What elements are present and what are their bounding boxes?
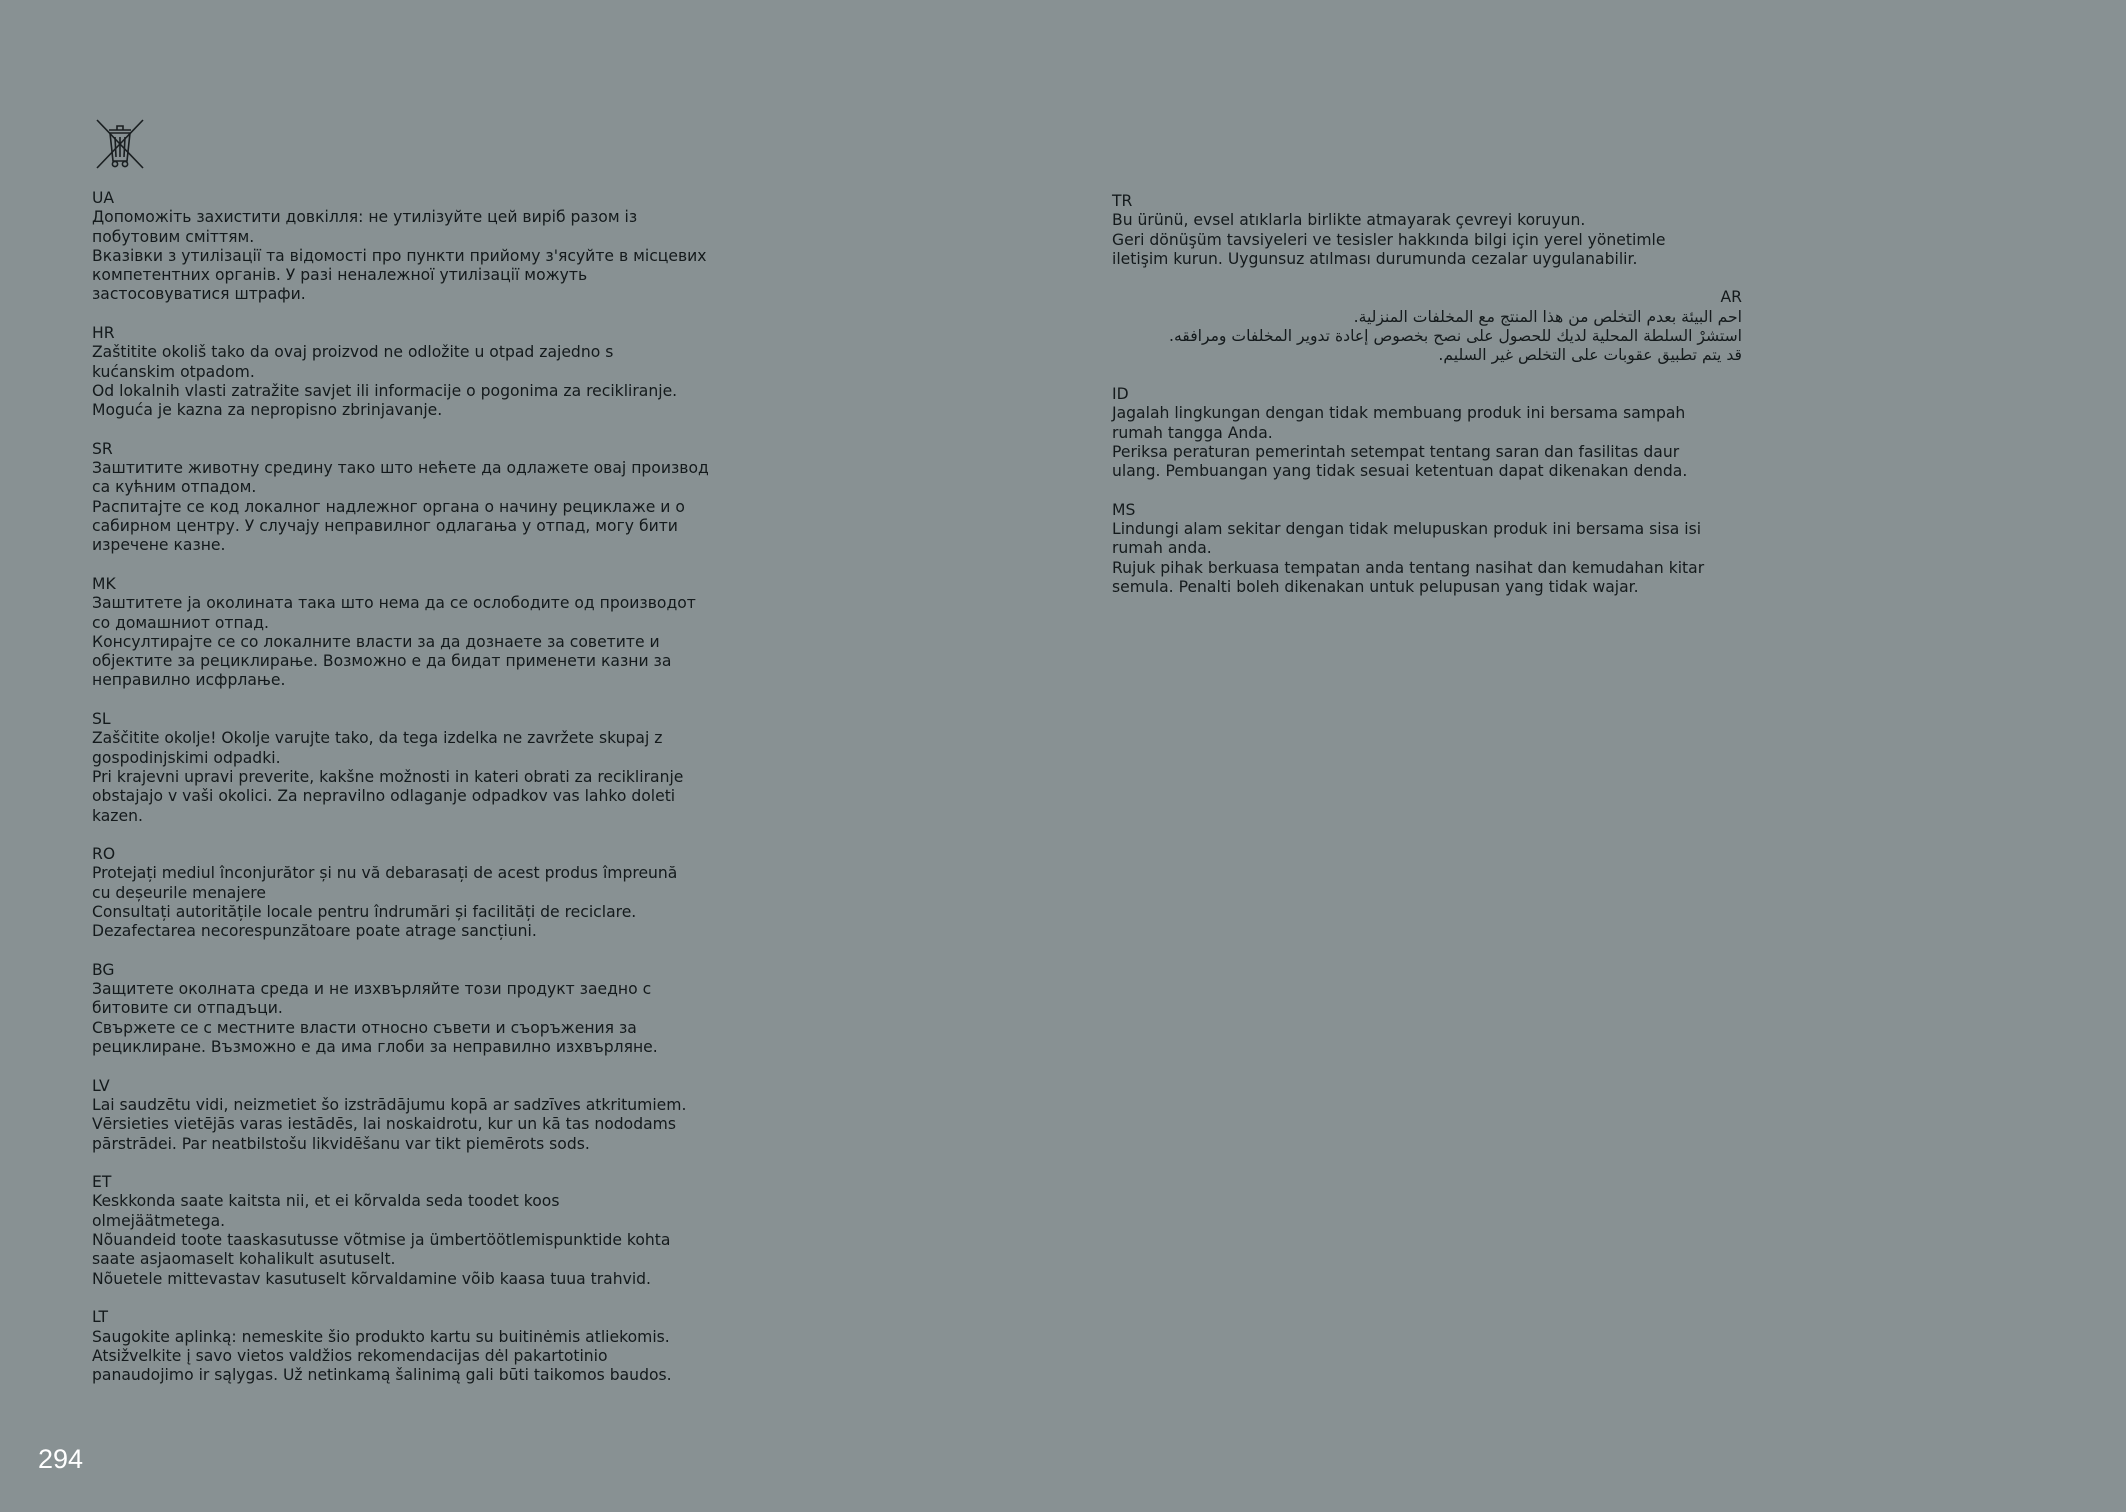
language-section-sl [92, 710, 732, 826]
disposal-text-line: Nõuandeid toote taaskasutusse võtmise ja ümbertöötlemispunktide kohta [92, 1231, 671, 1250]
disposal-text-line: قد يتم تطبيق عقوبات على التخلص غير السليم. [1438, 346, 1742, 365]
language-code: SR [92, 439, 113, 458]
language-section-lv [92, 1077, 732, 1154]
disposal-text-line: са кућним отпадом. [92, 478, 257, 497]
language-code: TR [1112, 192, 1133, 210]
disposal-text-line: saate asjaomaselt kohalikult asutuselt. [92, 1250, 396, 1269]
language-code: ET [92, 1173, 112, 1192]
disposal-text-line: Geri dönüşüm tavsiyeleri ve tesisler hakkında bilgi için yerel yönetimle [1112, 230, 1666, 249]
disposal-text-line: сабирном центру. У случају неправилног одлагања у отпад, могу бити [92, 517, 678, 536]
disposal-text-line: Свържете се с местните власти относно съвети и съоръжения за [92, 1018, 637, 1037]
disposal-text-line: olmejäätmetega. [92, 1211, 226, 1230]
language-section-id [1112, 385, 1742, 481]
disposal-text-line: компетентних органів. У разі неналежної утилізації можуть [92, 266, 588, 285]
disposal-text-line: рециклиране. Възможно е да има глоби за неправилно изхвърляне. [92, 1038, 658, 1057]
disposal-text-line: Заштитите животну средину тако што нећете да одлажете овај производ [92, 459, 709, 478]
disposal-text-line: rumah anda. [1112, 539, 1212, 558]
disposal-text-line: изречене казне. [92, 536, 226, 555]
language-code: UA [92, 189, 115, 207]
disposal-text-line: iletişim kurun. Uygunsuz atılması durumunda cezalar uygulanabilir. [1112, 249, 1638, 268]
disposal-text-line: Zaštitite okoliš tako da ovaj proizvod ne odložite u otpad zajedno s [92, 343, 614, 362]
disposal-text-line: Vērsieties vietējās varas iestādēs, lai noskaidrotu, kur un kā tas nododams [92, 1115, 676, 1134]
disposal-text-line: Nõuetele mittevastav kasutuselt kõrvaldamine võib kaasa tuua trahvid. [92, 1269, 652, 1288]
language-section-et [92, 1173, 732, 1289]
disposal-text-line: Jagalah lingkungan dengan tidak membuang produk ini bersama sampah [1112, 404, 1686, 423]
language-section-tr [1112, 192, 1742, 269]
language-code: HR [92, 324, 115, 343]
disposal-text-line: Pri krajevni upravi preverite, kakšne možnosti in kateri obrati za recikliranje [92, 767, 684, 786]
disposal-text-line: استشرْ السلطة المحلية لديك للحصول على نصح بخصوص إعادة تدوير المخلفات ومرافقه. [1168, 327, 1742, 346]
disposal-text-line: Lindungi alam sekitar dengan tidak melupuskan produk ini bersama sisa isi [1112, 520, 1702, 539]
disposal-text-line: ulang. Pembuangan yang tidak sesuai ketentuan dapat dikenakan denda. [1112, 462, 1688, 481]
disposal-text-line: битовите си отпадъци. [92, 999, 283, 1018]
disposal-text-line: Вказівки з утилізації та відомості про пункти прийому з'ясуйте в місцевих [92, 246, 707, 265]
disposal-text-line: побутовим сміттям. [92, 227, 255, 246]
disposal-text-line: kućanskim otpadom. [92, 362, 255, 381]
disposal-text-line: Keskkonda saate kaitsta nii, et ei kõrvalda seda toodet koos [92, 1192, 560, 1211]
language-code: LV [92, 1076, 110, 1095]
disposal-text-line: Защитете околната среда и не изхвърляйте този продукт заедно с [92, 980, 652, 999]
crossed-out-wheelie-bin-icon [95, 118, 147, 172]
language-code: MS [1112, 500, 1136, 519]
disposal-text-line: Moguća je kazna za nepropisno zbrinjavanje. [92, 401, 443, 420]
language-section-bg [92, 961, 732, 1057]
disposal-text-line: Lai saudzētu vidi, neizmetiet šo izstrādājumu kopā ar sadzīves atkritumiem. [92, 1095, 687, 1114]
language-section-hr [92, 324, 732, 420]
disposal-text-line: Допоможіть захистити довкілля: не утилізуйте цей виріб разом із [92, 208, 638, 227]
language-section-ms [1112, 501, 1742, 597]
page-number: 294 [38, 1444, 84, 1474]
disposal-text-line: Распитајте се код локалног надлежног органа о начину рециклаже и о [92, 497, 685, 516]
language-section-ro [92, 845, 732, 941]
disposal-text-line: Zaščitite okolje! Okolje varujte tako, da tega izdelka ne zavržete skupaj z [92, 729, 663, 748]
language-section-lt [92, 1308, 732, 1385]
disposal-text-line: kazen. [92, 806, 143, 825]
disposal-text-line: احم البيئة بعدم التخلص من هذا المنتج مع المخلفات المنزلية. [1353, 307, 1742, 326]
language-code: SL [92, 710, 111, 729]
language-section-ar [1112, 288, 1742, 365]
disposal-text-line: објектите за рециклирање. Возможно е да бидат применети казни за [92, 652, 672, 671]
disposal-text-line: со домашниот отпад. [92, 613, 270, 632]
language-code: AR [1720, 288, 1742, 307]
disposal-text-line: Заштитете ја околината така што нема да се ослободите од производот [92, 594, 696, 613]
disposal-text-line: Protejați mediul înconjurător și nu vă debarasați de acest produs împreună [92, 864, 678, 883]
language-section-ua [92, 189, 732, 305]
language-code: ID [1112, 384, 1129, 403]
disposal-text-line: Consultați autoritățile locale pentru îndrumări și facilități de reciclare. [92, 902, 637, 921]
disposal-text-line: Periksa peraturan pemerintah setempat tentang saran dan fasilitas daur [1112, 442, 1680, 461]
disposal-text-line: Bu ürünü, evsel atıklarla birlikte atmayarak çevreyi koruyun. [1112, 211, 1586, 230]
disposal-text-line: cu deșeurile menajere [92, 883, 266, 902]
disposal-text-line: Консултирајте се со локалните власти за да дознаете за советите и [92, 632, 660, 651]
left-column [92, 189, 732, 1405]
language-code: BG [92, 960, 115, 979]
disposal-text-line: Od lokalnih vlasti zatražite savjet ili informacije o pogonima za recikliranje. [92, 381, 678, 400]
disposal-text-line: rumah tangga Anda. [1112, 423, 1273, 442]
language-code: RO [92, 845, 116, 864]
disposal-text-line: Atsižvelkite į savo vietos valdžios rekomendacijas dėl pakartotinio [92, 1346, 608, 1365]
language-code: LT [92, 1308, 109, 1327]
disposal-text-line: Saugokite aplinką: nemeskite šio produkto kartu su buitinėmis atliekomis. [92, 1327, 670, 1346]
language-section-mk [92, 575, 732, 691]
disposal-text-line: pārstrādei. Par neatbilstošu likvidēšanu var tikt piemērots sods. [92, 1134, 590, 1153]
right-column [1112, 192, 1742, 617]
disposal-text-line: panaudojimo ir sąlygas. Už netinkamą šalinimą gali būti taikomos baudos. [92, 1366, 672, 1385]
disposal-text-line: semula. Penalti boleh dikenakan untuk pelupusan yang tidak wajar. [1112, 577, 1639, 596]
disposal-text-line: Dezafectarea necorespunzătoare poate atrage sancțiuni. [92, 922, 537, 941]
disposal-text-line: неправилно исфрлање. [92, 671, 286, 690]
disposal-text-line: Rujuk pihak berkuasa tempatan anda tentang nasihat dan kemudahan kitar [1112, 558, 1705, 577]
disposal-text-line: застосовуватися штрафи. [92, 285, 306, 304]
language-section-sr [92, 440, 732, 556]
disposal-text-line: obstajajo v vaši okolici. Za nepravilno odlaganje odpadkov vas lahko doleti [92, 787, 676, 806]
disposal-text-line: gospodinjskimi odpadki. [92, 748, 281, 767]
language-code: MK [92, 574, 116, 593]
